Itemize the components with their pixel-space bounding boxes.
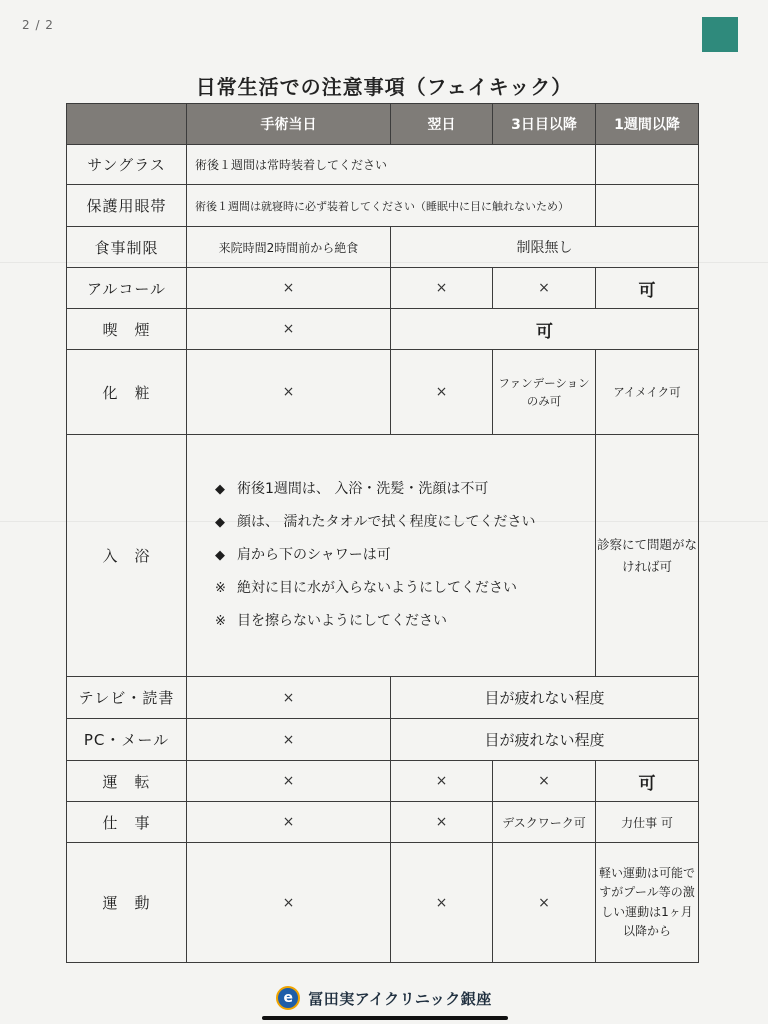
home-indicator-bar[interactable] <box>262 1016 508 1020</box>
row-label-tv-reading: テレビ・読書 <box>67 677 187 719</box>
bathing-item <box>215 539 595 572</box>
row-bathing <box>67 435 699 677</box>
bathing-list <box>187 473 595 638</box>
row-smoking <box>67 309 699 350</box>
row-driving <box>67 761 699 802</box>
exercise-week1: 軽い運動は可能ですがプール等の激しい運動は1ヶ月以降から <box>596 843 699 963</box>
work-day3: デスクワーク可 <box>493 802 596 843</box>
diet-after: 制限無し <box>391 227 699 268</box>
clinic-footer <box>0 982 768 1014</box>
row-tv-reading <box>67 677 699 719</box>
smoking-after: 可 <box>391 309 699 350</box>
makeup-day3: ファンデーションのみ可 <box>493 350 596 435</box>
header-next-day: 翌日 <box>391 104 493 145</box>
alcohol-day0: × <box>187 268 391 309</box>
diet-day0: 来院時間2時間前から絶食 <box>187 227 391 268</box>
bathing-item <box>215 572 595 605</box>
document-title: 日常生活での注意事項（フェイキック） <box>195 75 573 100</box>
corner-color-marker <box>702 17 738 52</box>
reference-mark-icon: ※ <box>215 581 226 596</box>
header-week1-onward: 1週間以降 <box>596 104 699 145</box>
work-week1: 力仕事 可 <box>596 802 699 843</box>
row-label-exercise: 運 動 <box>67 843 187 963</box>
alcohol-day1: × <box>391 268 493 309</box>
bathing-item-text: 術後1週間は、 入浴・洗髪・洗顔は不可 <box>237 481 489 497</box>
bathing-item-text: 絶対に目に水が入らないようにしてください <box>237 580 517 596</box>
header-day3-onward: 3日目以降 <box>493 104 596 145</box>
exercise-day3: × <box>493 843 596 963</box>
diamond-bullet-icon: ◆ <box>215 482 225 497</box>
driving-week1: 可 <box>596 761 699 802</box>
alcohol-day3: × <box>493 268 596 309</box>
row-label-driving: 運 転 <box>67 761 187 802</box>
bathing-item <box>215 506 595 539</box>
row-label-smoking: 喫 煙 <box>67 309 187 350</box>
bathing-instructions <box>187 435 596 677</box>
work-day0: × <box>187 802 391 843</box>
work-day1: × <box>391 802 493 843</box>
diamond-bullet-icon: ◆ <box>215 548 225 563</box>
row-work <box>67 802 699 843</box>
row-label-pc-mail: PC・メール <box>67 719 187 761</box>
makeup-day0: × <box>187 350 391 435</box>
row-label-work: 仕 事 <box>67 802 187 843</box>
makeup-day1: × <box>391 350 493 435</box>
makeup-week1: アイメイク可 <box>596 350 699 435</box>
sunglasses-note: 術後１週間は常時装着してください <box>187 145 596 185</box>
row-label-diet: 食事制限 <box>67 227 187 268</box>
pc-after: 目が疲れない程度 <box>391 719 699 761</box>
row-exercise <box>67 843 699 963</box>
bathing-item <box>215 473 595 506</box>
bathing-item-text: 目を擦らないようにしてください <box>237 613 447 629</box>
row-label-sunglasses: サングラス <box>67 145 187 185</box>
row-label-alcohol: アルコール <box>67 268 187 309</box>
reference-mark-icon: ※ <box>215 614 226 629</box>
page-number: 2 / 2 <box>22 18 54 32</box>
row-alcohol <box>67 268 699 309</box>
sunglasses-week1 <box>596 145 699 185</box>
exercise-day1: × <box>391 843 493 963</box>
row-makeup <box>67 350 699 435</box>
header-row <box>67 104 699 145</box>
header-empty-cell <box>67 104 187 145</box>
driving-day0: × <box>187 761 391 802</box>
bathing-item <box>215 605 595 638</box>
eye-shield-week1 <box>596 185 699 227</box>
tv-after: 目が疲れない程度 <box>391 677 699 719</box>
bathing-week1: 診察にて問題がなければ可 <box>596 435 699 677</box>
clinic-name: 冨田実アイクリニック銀座 <box>308 989 492 1008</box>
row-label-eye-shield: 保護用眼帯 <box>67 185 187 227</box>
pc-day0: × <box>187 719 391 761</box>
driving-day1: × <box>391 761 493 802</box>
driving-day3: × <box>493 761 596 802</box>
row-label-makeup: 化 粧 <box>67 350 187 435</box>
exercise-day0: × <box>187 843 391 963</box>
row-sunglasses <box>67 145 699 185</box>
row-label-bathing: 入 浴 <box>67 435 187 677</box>
clinic-logo-icon: e <box>276 986 300 1010</box>
tv-day0: × <box>187 677 391 719</box>
eye-shield-note: 術後１週間は就寝時に必ず装着してください（睡眠中に目に触れないため） <box>187 185 596 227</box>
header-surgery-day: 手術当日 <box>187 104 391 145</box>
row-pc-mail <box>67 719 699 761</box>
precautions-table <box>66 103 699 963</box>
diamond-bullet-icon: ◆ <box>215 515 225 530</box>
row-eye-shield <box>67 185 699 227</box>
bathing-item-text: 顔は、 濡れたタオルで拭く程度にしてください <box>237 514 536 530</box>
smoking-day0: × <box>187 309 391 350</box>
bathing-item-text: 肩から下のシャワーは可 <box>237 547 391 563</box>
row-diet <box>67 227 699 268</box>
alcohol-week1: 可 <box>596 268 699 309</box>
